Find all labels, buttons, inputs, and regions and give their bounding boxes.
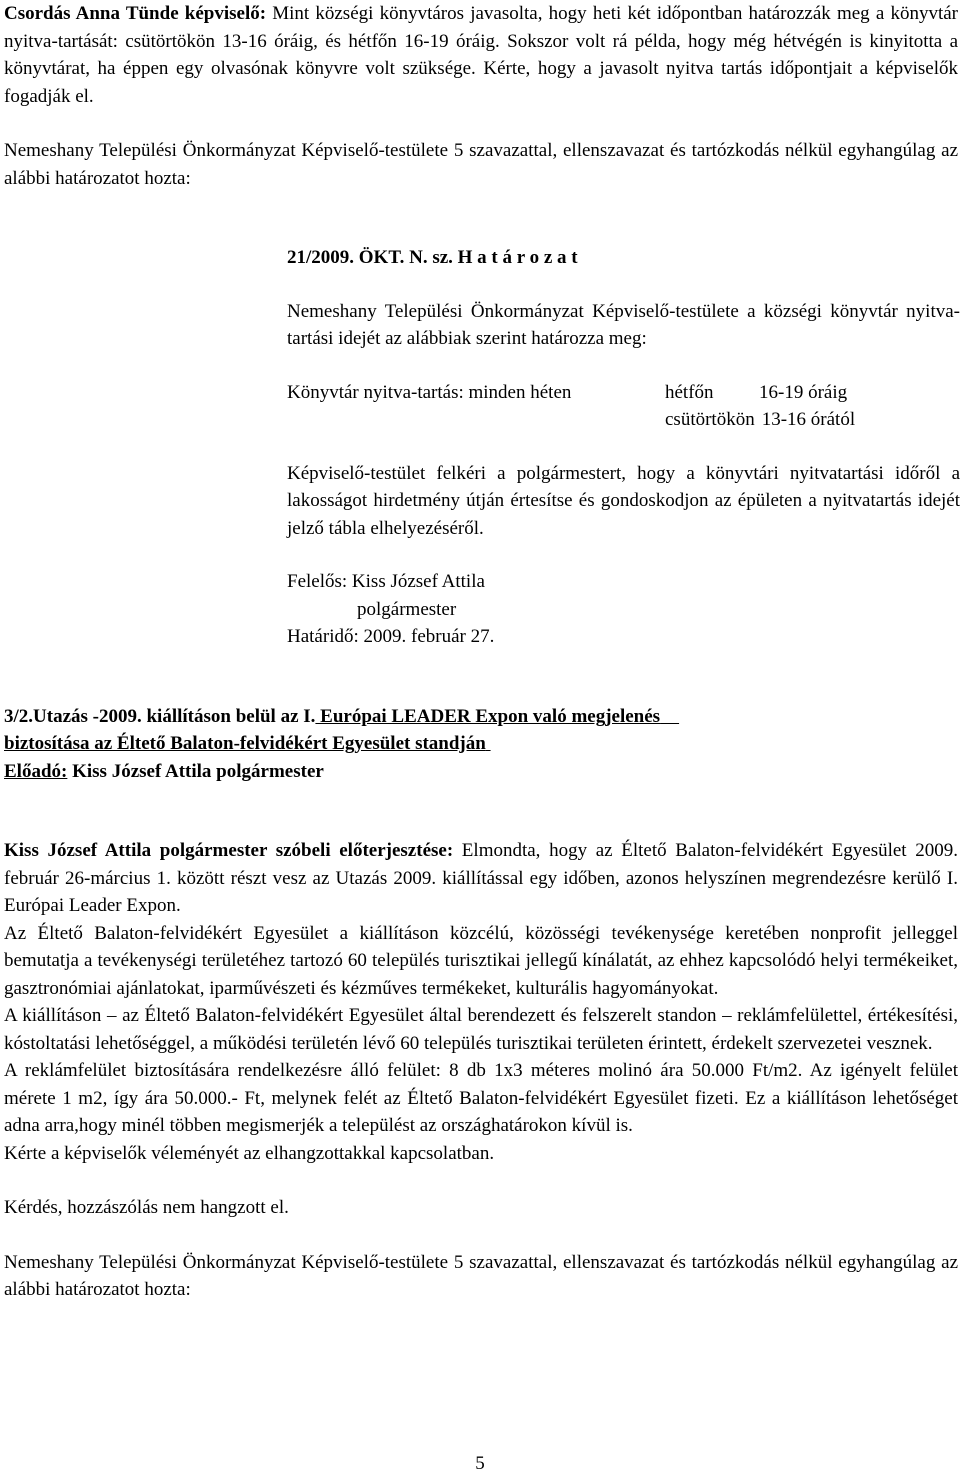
vote-statement-1: Nemeshany Települési Önkormányzat Képviselő-testülete 5 szavazattal, ellenszavazat és tartózkodás nélkül egyhangúlag az alábbi határozatot hozta: [4,140,958,189]
report-paragraph-2: Az Éltető Balaton-felvidékért Egyesület a kiállításon közcélú, közösségi tevékenysége keretében nonprofit jelleggel bemutatja a tevékenységi területéhez tartozó 60 település turisztikai jellegű kínálatát, az ehhez kapcsolódó helyi termékeiket, gasztronómiai ajánlatokat, iparművészeti és kézműves termékeket, kulturális hagyományokat. [4,922,958,999]
report-text-1: Elmondta, hogy az Éltető Balaton-felvidékért Egyesület 2009. február 26-március 1. között részt vesz az Utazás 2009. kiállítással egy időben, azonos helyszínen megrendezésre kerülő I. Európai Leader Expon. [4,840,958,916]
agenda-presenter [4,758,958,786]
deadline: Határidő: 2009. február 27. [287,626,495,647]
responsible-block [287,568,960,651]
opening-hours-row-1 [287,379,960,407]
vote-statement-2: Nemeshany Települési Önkormányzat Képviselő-testülete 5 szavazattal, ellenszavazat és tartózkodás nélkül egyhangúlag az alábbi határozatot hozta: [4,1251,958,1300]
intro-speaker: Csordás Anna Tünde képviselő: [4,3,267,24]
intro-text: Mint községi könyvtáros javasolta, hogy heti két időpontban határozzák meg a könyvtár nyitva-tartását: csütörtökön 13-16 óráig, és hétfőn 16-19 óráig. Sokszor volt rá példa, hogy még hétvégén is kinyitotta a könyvtárat, ha éppen egy olvasónak könyvre volt szüksége. Kérte, hogy a javasolt nyitva tartás időpontjait a képviselők fogadják el. [4,3,958,107]
document-page [4,0,958,1304]
agenda-title-line-1 [4,703,958,731]
agenda-title-rest: Európai LEADER Expon való megjelenés [315,705,661,727]
agenda-title-underline-tail [660,706,679,727]
report [4,837,958,1167]
agenda-item [4,703,958,786]
report-speaker: Kiss József Attila polgármester szóbeli előterjesztése: [4,840,454,861]
resolution-request: Képviselő-testület felkéri a polgármestert, hogy a könyvtári nyitvatartási időről a lakosságot hirdetmény útján értesítse és gondoskodjon az épületen a nyitvatartás idejét jelző tábla elhelyezéséről. [287,462,960,539]
opening-day-2: csütörtökön [665,409,755,430]
page-number: 5 [475,1453,485,1474]
opening-hours-label: Könyvtár nyitva-tartás: minden héten [287,381,572,403]
agenda-title-line-2 [4,730,958,758]
questions-statement: Kérdés, hozzászólás nem hangzott el. [4,1197,289,1218]
resolution-intro: Nemeshany Települési Önkormányzat Képviselő-testülete a községi könyvtár nyitva-tartási idejét az alábbiak szerint határozza meg: [287,300,960,349]
responsible-line [287,568,960,596]
resolution-block [287,244,960,651]
resolution-heading [287,244,960,272]
opening-time-2: 13-16 órától [761,409,856,430]
report-paragraph-5: Kérte a képviselők véleményét az elhangzottakkal kapcsolatban. [4,1142,495,1164]
responsible-role: polgármester [357,598,457,620]
report-paragraph-3: A kiállításon – az Éltető Balaton-felvidékért Egyesület által berendezett és felszerelt standon – reklámfelülettel, értékesítési, kóstoltatási lehetőséggel, a működési területén lévő 60 település turisztikai területen érintett, érdekelt szervezetei vesznek. [4,1005,958,1054]
responsible-name: Kiss József Attila [351,571,485,592]
agenda-title-line-2-tail [486,733,491,754]
opening-time-1: 16-19 óráig [759,381,848,403]
opening-hours [287,379,960,434]
intro-paragraph [4,0,958,110]
resolution-title: H a t á r o z a t [452,247,578,268]
report-paragraph-1 [4,837,958,920]
presenter-label: Előadó: [4,760,68,782]
opening-hours-spacer [287,406,665,434]
agenda-title-line-2-text: biztosítása az Éltető Balaton-felvidékért Egyesület standján [4,733,486,754]
resolution-number: 21/2009. ÖKT. N. sz. [287,247,453,268]
report-paragraph-4: A reklámfelület biztosítására rendelkezésre álló felület: 8 db 1x3 méteres molinó ára 50.000 Ft/m2. Az igényelt felület mérete 1 m2, így ára 50.000.- Ft, melynek felét az Éltető Balaton-felvidékért Egyesület fizeti. Ez a kiállításon lehetőséget adna arra,hogy minél többen megismerjék a települést az országhatárokon kívül is. [4,1060,958,1136]
opening-day-1: hétfőn [665,381,714,403]
opening-hours-row-2 [287,406,960,434]
agenda-title-prefix: 3/2.Utazás -2009. kiállításon belül az I. [4,705,316,727]
presenter-name: Kiss József Attila polgármester [67,760,324,782]
responsible-label: Felelős: [287,571,348,592]
